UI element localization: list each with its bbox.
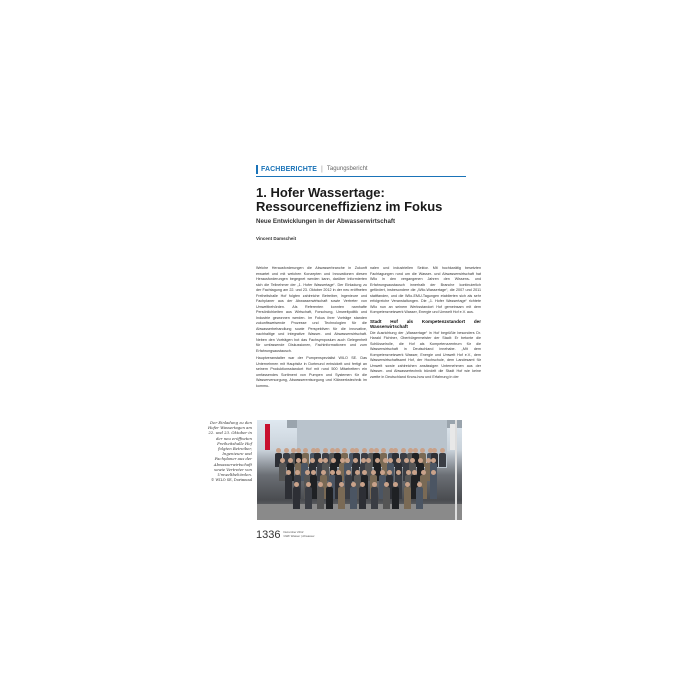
person-figure [317,487,324,509]
person-figure [305,487,312,509]
person-figure [350,487,357,509]
person-head [420,448,425,453]
person-head [351,482,356,487]
person-head [306,482,311,487]
person-head [371,470,376,475]
person-head [393,482,398,487]
person-figure [285,475,292,499]
person-head [375,458,380,463]
person-head [431,470,436,475]
person-head [362,470,367,475]
person-head [342,448,347,453]
person-head [339,482,344,487]
group-photo [257,420,462,520]
person-head [345,458,350,463]
figure-caption [206,420,252,483]
person-head [401,448,406,453]
person-head [432,448,437,453]
photo-credit: © WILO SE, Dortmund [210,478,252,483]
person-figure [326,487,333,509]
person-head [280,458,285,463]
caption-text: Der Einladung zu den Hofer Wassertagen am 22. und 23. Oktober in der neu eröffneten Freiheitshalle Hof folgten Betreiber, Ingenieure und Fachplaner aus der Abwasserwirtschaft sowie Vertreter von Umweltbehörden. [207,420,252,478]
person-head [360,482,365,487]
journal-name: GWF Wasser | Abwasser [283,533,315,538]
issue-info [283,531,314,538]
person-head [418,458,423,463]
issue-date: Dezember 2012 [283,530,304,534]
person-head [340,458,345,463]
section-divider: | [321,165,323,173]
person-head [384,482,389,487]
section-header [256,164,466,174]
person-head [406,470,411,475]
person-head [353,458,358,463]
subsection-label: Tagungsbericht [326,166,368,172]
article-title: 1. Hofer Wassertage: Ressourceneffizienz im Fokus [256,185,443,214]
person-head [327,482,332,487]
person-figure [404,487,411,509]
flag-left [265,424,270,450]
person-head [412,470,417,475]
person-head [284,448,289,453]
person-head [417,482,422,487]
article-subtitle: Neue Entwicklungen in der Abwasserwirtschaft [256,218,396,225]
person-head [305,470,310,475]
person-head [362,448,367,453]
person-head [323,448,328,453]
person-head [388,458,393,463]
person-head [296,448,301,453]
person-head [346,470,351,475]
section-accent [256,165,258,174]
section-heading: Stadt Hof als Kompetenzstandort der Wasserwirtschaft [370,318,481,329]
person-head [393,448,398,453]
person-head [387,470,392,475]
person-head [330,470,335,475]
person-figure [383,487,390,509]
person-figure [416,487,423,509]
page-number: 1336 [256,529,281,541]
person-head [310,458,315,463]
section-label: FACHBERICHTE [261,165,318,173]
person-head [302,458,307,463]
person-head [276,448,281,453]
person-figure [359,487,366,509]
person-head [374,448,379,453]
person-head [413,448,418,453]
body-column-right [370,266,481,382]
person-head [303,448,308,453]
person-head [405,482,410,487]
person-figure [430,475,437,499]
body-column-left [256,266,367,391]
person-head [335,448,340,453]
body-paragraph: nalen und industriellen Sektor. Mit hochkarätig besetzten Fachtagungen rund um die Wasser- und Abwasserwirtschaft hat Wilo in den vergangenen Jahren den Wissens- und Erfahrungsaustausch innerhalb der Branche kontinuierlich gefördert, insbesondere die „Wilo-Wassertage“, die 2007 und 2011 stattfanden, und die Wilo-EMU-Tagungen etablierten sich als sehr erfolgreiche Veranstaltungen. Die „1. Hofer Wassertage“ richtete Wilo nun an seinem Werksstandort Hof gemeinsam mit dem Kompetenznetzwerk Wasser, Energie und Umwelt Hof e.V. aus. [370,266,481,314]
person-figure [371,487,378,509]
person-head [286,470,291,475]
person-head [294,482,299,487]
person-head [321,470,326,475]
person-figure [338,487,345,509]
person-head [372,482,377,487]
body-paragraph: Die Ausrichtung der „Wassertage“ in Hof begrüßte besonders Dr. Harald Fichtner, Oberbürgermeister der Stadt: Er betonte die Schlüsselrolle, die Hof als Kompetenzzentrum für die Wasserwirtschaft in Deutschland innehabe. „Mit dem Kompetenznetzwerk Wasser, Energie und Umwelt Hof e.V., dem Wasserwirtschaftsamt Hof, der Hochschule, dem Landesamt für Umwelt sowie zahlreichen ansässigen Unternehmen aus der Wasser- und Abwassertechnik bündelt die Stadt Hof wie keine zweite in Deutschland Know-how und Erfahrung in der [370,330,481,379]
person-head [315,448,320,453]
person-head [318,482,323,487]
person-head [410,458,415,463]
person-figure [439,453,446,467]
body-paragraph: Hauptveranstalter war der Pumpenspezialist WILO SE. Das Unternehmen mit Hauptsitz in Dortmund entwickelt und fertigt an seinem Produktionsstandort Hof mit rund 500 Mitarbeitern ein umfassendes Sortiment von Pumpen und Systemen für die Wasserversorgung, Abwasserentsorgung und Klärwerkstechnik im kommu- [256,356,367,388]
person-head [381,448,386,453]
person-figure [392,487,399,509]
pole [455,420,457,520]
body-paragraph: Welche Herausforderungen die Abwasserbranche in Zukunft erwartet und mit welchen Konzepten und Innovationen diesen Herausforderungen begegnet werden kann, darüber informierten sich die Teilnehmer der „1. Hofer Wassertage“. Der Einladung zu der Fachtagung am 22. und 23. Oktober 2012 in der neu eröffneten Freiheitshalle Hof folgten zahlreiche Betreiber, Ingenieure und Fachplaner aus der Abwasserwirtschaft sowie Vertreter von Umweltbehörden. Als Referenten konnten namhafte Persönlichkeiten aus Wirtschaft, Forschung, Umweltpolitik und Industrie gewonnen werden. Im Fokus ihrer Vorträge standen zukunftsweisende Prozesse und Technologien für die Abwasserbehandlung sowie Perspektiven für die innovative, nachhaltige und integrative Wasser- und Abwasserwirtschaft. Neben den Vorträgen bot das Fachsymposium auch Gelegenheit für umfassende Diskussionen, Fachinformationen und zum Erfahrungsaustausch. [256,266,367,353]
article-author: Vincent Damscheit [256,236,297,241]
crowd [271,446,446,504]
section-rule [256,176,466,177]
person-head [354,448,359,453]
person-figure [293,487,300,509]
person-head [440,448,445,453]
page-footer [256,530,315,541]
